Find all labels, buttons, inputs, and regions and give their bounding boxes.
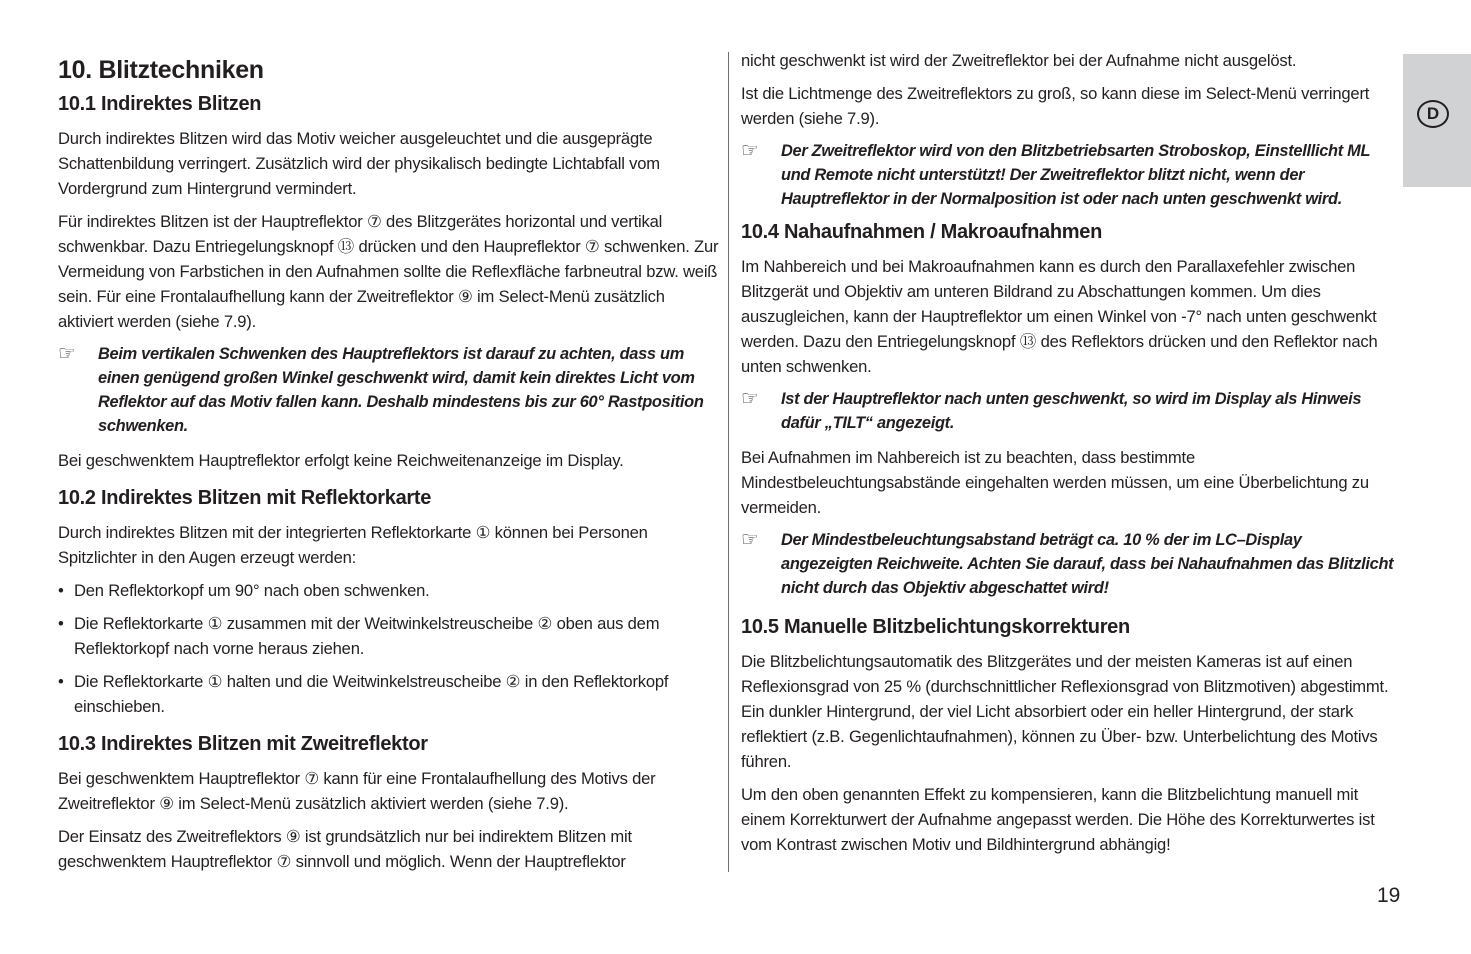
section-heading-10-3: 10.3 Indirektes Blitzen mit Zweitreflektor bbox=[58, 733, 428, 755]
pointing-hand-icon: ☞ bbox=[741, 529, 759, 551]
paragraph: Bei geschwenktem Hauptreflektor ⑦ kann für eine Frontalaufhellung des Motivs der Zweitreflektor ⑨ im Select-Menü zusätzlich aktiviert werden (siehe 7.9). bbox=[58, 769, 656, 813]
paragraph: Durch indirektes Blitzen mit der integrierten Reflektorkarte ① können bei Personen Spitzlichter in den Augen erzeugt werden: bbox=[58, 523, 648, 567]
pointing-hand-icon: ☞ bbox=[741, 140, 759, 162]
section-heading-10-5: 10.5 Manuelle Blitzbelichtungskorrekturen bbox=[741, 616, 1130, 638]
column-divider bbox=[728, 52, 729, 872]
page-number: 19 bbox=[1377, 884, 1401, 907]
note bbox=[58, 342, 720, 438]
list-item-text: Die Reflektorkarte ① halten und die Weitwinkelstreuscheibe ② in den Reflektorkopf einschieben. bbox=[74, 672, 669, 716]
left-column bbox=[58, 48, 720, 882]
paragraph: Im Nahbereich und bei Makroaufnahmen kann es durch den Parallaxefehler zwischen Blitzgerät und Objektiv am unteren Bildrand zu Abschattungen kommen. Um dies auszugleichen, kann der Hauptreflektor um einen Winkel von -7° nach unten geschwenkt werden. Dazu den Entriegelungsknopf ⑬ des Reflektors drücken und den Reflektor nach unten schwenken. bbox=[741, 257, 1378, 376]
paragraph: Um den oben genannten Effekt zu kompensieren, kann die Blitzbelichtung manuell mit einem Korrekturwert der Aufnahme angepasst werden. Die Höhe des Korrekturwertes ist vom Kontrast zwischen Motiv und Bildhintergrund abhängig! bbox=[741, 785, 1375, 854]
paragraph: Der Einsatz des Zweitreflektors ⑨ ist grundsätzlich nur bei indirektem Blitzen mit geschwenktem Hauptreflektor ⑦ sinnvoll und möglich. Wenn der Hauptreflektor bbox=[58, 827, 632, 871]
language-tab-letter: D bbox=[1417, 100, 1449, 128]
list-item bbox=[58, 669, 720, 719]
bullet-icon: • bbox=[58, 581, 64, 600]
note-text: Beim vertikalen Schwenken des Hauptreflektors ist darauf zu achten, dass um einen genügend großen Winkel geschwenkt wird, damit kein direktes Licht vom Reflektor auf das Motiv fallen kann. Deshalb mindestens bis zur 60° Rastposition schwenken. bbox=[98, 345, 704, 435]
bullet-icon: • bbox=[58, 614, 64, 633]
note bbox=[741, 528, 1396, 600]
section-heading-10-1: 10.1 Indirektes Blitzen bbox=[58, 93, 262, 115]
paragraph: Bei geschwenktem Hauptreflektor erfolgt keine Reichweitenanzeige im Display. bbox=[58, 451, 624, 470]
pointing-hand-icon: ☞ bbox=[58, 343, 76, 365]
pointing-hand-icon: ☞ bbox=[741, 388, 759, 410]
note-text: Der Zweitreflektor wird von den Blitzbetriebsarten Stroboskop, Einstelllicht ML und Remote nicht unterstützt! Der Zweitreflektor blitzt nicht, wenn der Hauptreflektor in der Normalposition ist oder nach unten geschwenkt wird. bbox=[781, 142, 1370, 208]
note-text: Der Mindestbeleuchtungsabstand beträgt ca. 10 % der im LC–Display angezeigten Reichweite. Achten Sie darauf, dass bei Nahaufnahmen das Blitzlicht nicht durch das Objektiv abgeschattet wird! bbox=[781, 531, 1394, 597]
right-column bbox=[741, 48, 1396, 865]
section-heading-10-4: 10.4 Nahaufnahmen / Makroaufnahmen bbox=[741, 221, 1103, 243]
paragraph: nicht geschwenkt ist wird der Zweitreflektor bei der Aufnahme nicht ausgelöst. bbox=[741, 51, 1297, 70]
paragraph: Bei Aufnahmen im Nahbereich ist zu beachten, dass bestimmte Mindestbeleuchtungsabstände eingehalten werden müssen, um eine Überbelichtung zu vermeiden. bbox=[741, 448, 1369, 517]
note-text: Ist der Hauptreflektor nach unten geschwenkt, so wird im Display als Hinweis dafür „TILT“ angezeigt. bbox=[781, 390, 1362, 432]
list-item-text: Die Reflektorkarte ① zusammen mit der Weitwinkelstreuscheibe ② oben aus dem Reflektorkopf nach vorne heraus ziehen. bbox=[74, 614, 660, 658]
note bbox=[741, 387, 1396, 435]
paragraph: Ist die Lichtmenge des Zweitreflektors zu groß, so kann diese im Select-Menü verringert werden (siehe 7.9). bbox=[741, 84, 1370, 128]
bullet-icon: • bbox=[58, 672, 64, 691]
list-item bbox=[58, 611, 720, 661]
note bbox=[741, 139, 1396, 211]
section-heading-10-2: 10.2 Indirektes Blitzen mit Reflektorkarte bbox=[58, 487, 432, 509]
list-item bbox=[58, 578, 720, 603]
chapter-title: 10. Blitztechniken bbox=[58, 56, 264, 84]
paragraph: Durch indirektes Blitzen wird das Motiv weicher ausgeleuchtet und die ausgeprägte Schattenbildung verringert. Zusätzlich wird der physikalisch bedingte Lichtabfall vom Vordergrund zum Hintergrund vermindert. bbox=[58, 129, 660, 198]
list-item-text: Den Reflektorkopf um 90° nach oben schwenken. bbox=[74, 581, 430, 600]
paragraph: Die Blitzbelichtungsautomatik des Blitzgerätes und der meisten Kameras ist auf einen Reflexionsgrad von 25 % (durchschnittlicher Reflexionsgrad von Blitzmotiven) abgestimmt. Ein dunkler Hintergrund, der viel Licht absorbiert oder ein heller Hintergrund, der stark reflektiert (z.B. Gegenlichtaufnahmen), können zu Über- bzw. Unterbelichtung des Motivs führen. bbox=[741, 652, 1389, 771]
paragraph: Für indirektes Blitzen ist der Hauptreflektor ⑦ des Blitzgerätes horizontal und vertikal schwenkbar. Dazu Entriegelungsknopf ⑬ drücken und den Haupreflektor ⑦ schwenken. Zur Vermeidung von Farbstichen in den Aufnahmen sollte die Reflexfläche farbneutral bzw. weiß sein. Für eine Frontalaufhellung kann der Zweitreflektor ⑨ im Select-Menü zusätzlich aktiviert werden (siehe 7.9). bbox=[58, 212, 719, 331]
